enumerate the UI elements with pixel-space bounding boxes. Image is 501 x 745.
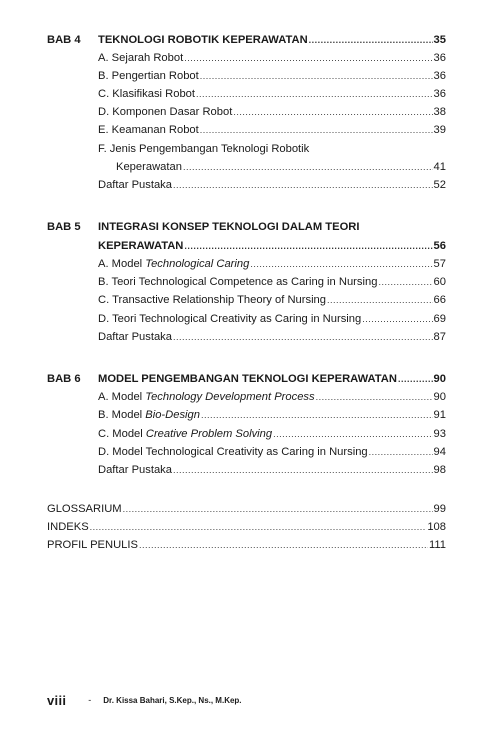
toc-entry-label: Keperawatan — [116, 161, 182, 173]
chapter-6-title: MODEL PENGEMBANGAN TEKNOLOGI KEPERAWATAN — [98, 373, 397, 385]
toc-entry-prefix: A. Model — [98, 391, 146, 403]
toc-entry-index[interactable] — [47, 519, 446, 535]
toc-entry-page: 38 — [433, 106, 446, 118]
toc-entry-italic: Bio-Design — [145, 409, 200, 421]
toc-entry-label: Daftar Pustaka — [98, 179, 172, 191]
toc-entry-glossary[interactable] — [47, 501, 446, 517]
toc-entry-label: GLOSSARIUM — [47, 503, 122, 515]
chapter-6-entry[interactable] — [98, 371, 446, 387]
toc-entry[interactable] — [98, 389, 446, 405]
toc-entry-label: D. Teori Technological Creativity as Caring in Nursing — [98, 313, 362, 325]
toc-entry-label: D. Model Technological Creativity as Caring in Nursing — [98, 446, 368, 458]
chapter-4-page: 35 — [433, 34, 446, 46]
toc-entry-page: 93 — [433, 428, 446, 440]
toc-entry-label: E. Keamanan Robot — [98, 124, 199, 136]
dot-leader — [139, 537, 428, 553]
page-footer — [47, 692, 242, 708]
dot-leader — [309, 32, 433, 48]
dot-leader — [173, 462, 433, 478]
toc-entry-author-profile[interactable] — [47, 537, 446, 553]
dot-leader — [173, 329, 433, 345]
toc-entry-page: 57 — [433, 258, 446, 270]
toc-entry-label: B. Pengertian Robot — [98, 70, 199, 82]
toc-entry-label: B. Teori Technological Competence as Caring in Nursing — [98, 276, 378, 288]
toc-entry[interactable] — [98, 311, 446, 327]
toc-entry-page: 111 — [428, 539, 446, 551]
dot-leader — [316, 389, 433, 405]
dot-leader — [233, 104, 432, 120]
toc-entry-page: 66 — [433, 294, 446, 306]
chapter-4-entry[interactable] — [98, 32, 446, 48]
toc-entry-page: 36 — [433, 52, 446, 64]
dot-leader — [200, 122, 433, 138]
toc-entry-label: Daftar Pustaka — [98, 331, 172, 343]
toc-entry-italic: Creative Problem Solving — [145, 428, 273, 440]
toc-entry[interactable] — [98, 50, 446, 66]
chapter-5-title-line1[interactable]: INTEGRASI KONSEP TEKNOLOGI DALAM TEORI — [98, 221, 360, 233]
dot-leader — [378, 274, 432, 290]
toc-entry-references[interactable] — [98, 177, 446, 193]
dot-leader — [196, 86, 433, 102]
footer-separator: - — [88, 695, 92, 705]
toc-entry[interactable] — [116, 159, 446, 175]
toc-entry[interactable] — [98, 426, 446, 442]
toc-entry-page: 52 — [433, 179, 446, 191]
toc-entry-label: D. Komponen Dasar Robot — [98, 106, 233, 118]
toc-entry-label: Daftar Pustaka — [98, 464, 172, 476]
toc-entry-label — [98, 407, 200, 423]
toc-entry[interactable] — [98, 68, 446, 84]
page-number: viii — [47, 692, 67, 708]
dot-leader — [173, 177, 433, 193]
toc-entry-page: 98 — [433, 464, 446, 476]
toc-entry-page: 99 — [433, 503, 446, 515]
dot-leader — [201, 407, 433, 423]
toc-entry-page: 90 — [433, 391, 446, 403]
toc-entry[interactable] — [98, 292, 446, 308]
toc-entry-label: PROFIL PENULIS — [47, 539, 138, 551]
toc-entry-label — [98, 256, 249, 272]
toc-entry[interactable] — [98, 274, 446, 290]
toc-entry-page: 91 — [433, 409, 446, 421]
toc-entry-references[interactable] — [98, 462, 446, 478]
toc-entry-italic: Technology Development Process — [145, 391, 315, 403]
toc-entry-label: C. Transactive Relationship Theory of Nursing — [98, 294, 326, 306]
dot-leader — [369, 444, 433, 460]
dot-leader — [184, 238, 432, 254]
toc-entry-label — [98, 389, 315, 405]
toc-entry-label — [98, 426, 272, 442]
toc-entry[interactable] — [98, 122, 446, 138]
toc-entry-label: C. Klasifikasi Robot — [98, 88, 195, 100]
toc-entry-page: 60 — [433, 276, 446, 288]
dot-leader — [184, 50, 432, 66]
toc-entry-page: 41 — [433, 161, 446, 173]
toc-entry-prefix: B. Model — [98, 409, 146, 421]
chapter-6-number: BAB 6 — [47, 373, 81, 385]
dot-leader — [398, 371, 433, 387]
chapter-5-title-line2: KEPERAWATAN — [98, 240, 184, 252]
toc-entry-label: INDEKS — [47, 521, 89, 533]
dot-leader — [200, 68, 433, 84]
dot-leader — [327, 292, 433, 308]
toc-entry-page: 87 — [433, 331, 446, 343]
toc-entry[interactable] — [98, 407, 446, 423]
toc-entry-page: 36 — [433, 70, 446, 82]
toc-entry-references[interactable] — [98, 329, 446, 345]
toc-entry-prefix: A. Model — [98, 258, 146, 270]
chapter-5-number: BAB 5 — [47, 221, 81, 233]
toc-entry-page: 69 — [433, 313, 446, 325]
dot-leader — [183, 159, 433, 175]
toc-entry-italic: Technological Caring — [145, 258, 250, 270]
toc-entry[interactable] — [98, 256, 446, 272]
dot-leader — [90, 519, 427, 535]
toc-entry-label: A. Sejarah Robot — [98, 52, 184, 64]
toc-entry-page: 108 — [427, 521, 446, 533]
toc-entry-label-line1[interactable]: F. Jenis Pengembangan Teknologi Robotik — [98, 143, 310, 155]
dot-leader — [123, 501, 433, 517]
toc-entry[interactable] — [98, 444, 446, 460]
toc-entry-page: 94 — [433, 446, 446, 458]
footer-author: Dr. Kissa Bahari, S.Kep., Ns., M.Kep. — [103, 695, 242, 705]
dot-leader — [250, 256, 432, 272]
dot-leader — [273, 426, 432, 442]
toc-entry-prefix: C. Model — [98, 428, 146, 440]
toc-entry[interactable] — [98, 86, 446, 102]
toc-entry-page: 39 — [433, 124, 446, 136]
dot-leader — [362, 311, 432, 327]
chapter-6-page: 90 — [433, 373, 446, 385]
toc-entry[interactable] — [98, 104, 446, 120]
chapter-4-number: BAB 4 — [47, 34, 81, 46]
toc-entry-page: 36 — [433, 88, 446, 100]
chapter-4-title: TEKNOLOGI ROBOTIK KEPERAWATAN — [98, 34, 308, 46]
chapter-5-entry[interactable] — [98, 238, 446, 254]
chapter-5-page: 56 — [433, 240, 446, 252]
